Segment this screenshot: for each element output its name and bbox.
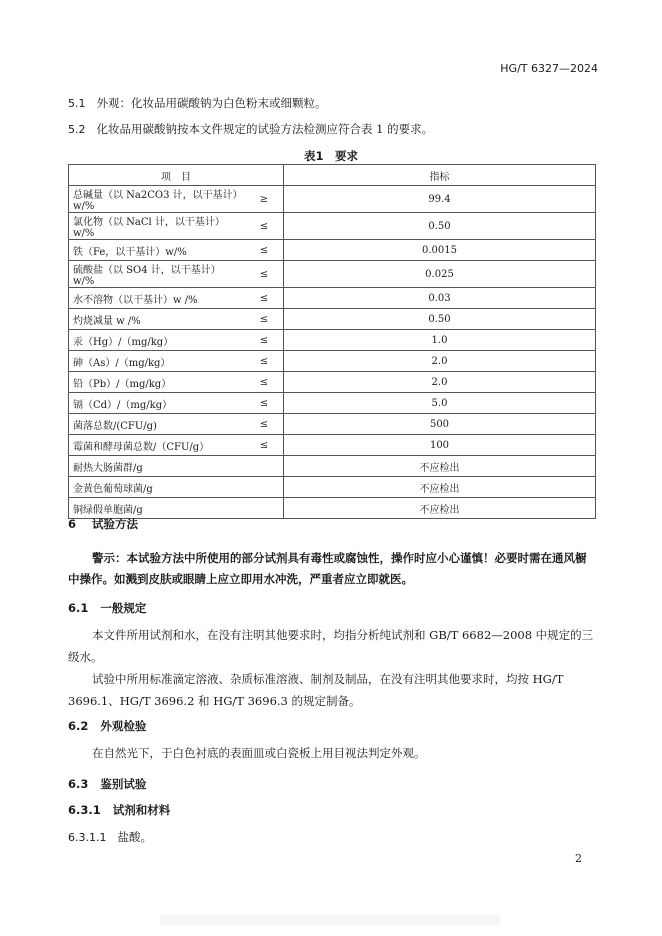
table-row [69,261,596,288]
row-operator: ≤ [245,372,284,393]
clause-5-1 [68,96,326,111]
table-caption: 表1 要求 [303,149,358,163]
table-row [69,288,596,309]
section-title: 外观检验 [100,719,147,733]
table-row [69,435,596,456]
section-6-3-heading [68,776,146,792]
clause-6-3-1-1 [68,830,152,845]
clause-number: 5.2 [68,123,86,136]
row-item: 金黄色葡萄球菌/g [69,477,246,498]
row-operator [245,477,284,498]
section-number: 6.2 [68,719,89,733]
row-value: 500 [284,414,596,435]
section-number: 6.1 [68,601,89,615]
paragraph-reagents: 本文件所用试剂和水，在没有注明其他要求时，均指分析纯试剂和 GB/T 6682—2008 中规定的三级水。 [68,628,594,664]
row-item: 耐热大肠菌群/g [69,456,246,477]
section-title: 试验方法 [92,517,139,531]
row-operator: ≤ [245,213,284,240]
row-operator: ≥ [245,186,284,213]
row-value: 5.0 [284,393,596,414]
header-item: 项 目 [69,165,284,186]
footer-watermark-strip [160,915,500,925]
section-number: 6 [68,517,77,531]
row-operator [245,456,284,477]
row-value: 2.0 [284,372,596,393]
table-header-row [69,165,596,186]
clause-number: 6.3.1.1 [68,831,107,844]
row-operator: ≤ [245,393,284,414]
row-value: 2.0 [284,351,596,372]
standard-number: HG/T 6327—2024 [500,62,598,75]
row-operator: ≤ [245,330,284,351]
page-number: 2 [575,852,582,865]
row-value: 1.0 [284,330,596,351]
row-value: 0.03 [284,288,596,309]
safety-warning: 警示：本试验方法中所使用的部分试剂具有毒性或腐蚀性，操作时应小心谨慎！必要时需在通风橱中操作。如溅到皮肤或眼睛上应立即用水冲洗，严重者应立即就医。 [68,551,587,586]
section-number: 6.3 [68,777,89,791]
row-value: 不应检出 [284,456,596,477]
row-value: 0.50 [284,309,596,330]
row-item: 砷（As）/（mg/kg） [69,351,246,372]
table-row [69,393,596,414]
row-item: 菌落总数/(CFU/g) [69,414,246,435]
table-row [69,477,596,498]
row-value: 100 [284,435,596,456]
table-row [69,186,596,213]
table-row [69,213,596,240]
paragraph-appearance: 在自然光下，于白色衬底的表面皿或白瓷板上用目视法判定外观。 [92,746,426,760]
clause-text: 外观：化妆品用碳酸钠为白色粉末或细颗粒。 [96,96,327,110]
header-index: 指标 [284,165,596,186]
table-row [69,351,596,372]
row-operator: ≤ [245,435,284,456]
section-title: 一般规定 [100,601,147,615]
section-6-1-heading [68,600,146,616]
row-value: 0.025 [284,261,596,288]
row-item: 总碱量（以 Na2CO3 计，以干基计）w/% [69,186,246,213]
row-operator: ≤ [245,414,284,435]
table-row [69,456,596,477]
table-row [69,309,596,330]
row-item: 铜绿假单胞菌/g [69,498,246,519]
requirements-table [68,164,596,519]
table-row [69,498,596,519]
row-operator [245,498,284,519]
section-title: 试剂和材料 [112,803,171,817]
section-6-3-1-heading [68,802,170,818]
row-operator: ≤ [245,351,284,372]
table-row [69,240,596,261]
table-row [69,330,596,351]
clause-number: 5.1 [68,97,86,110]
paragraph-solutions: 试验中所用标准滴定溶液、杂质标准溶液、制剂及制品，在没有注明其他要求时，均按 HG/T 3696.1、HG/T 3696.2 和 HG/T 3696.3 的规定制备。 [68,672,564,708]
row-value: 不应检出 [284,477,596,498]
row-item: 灼烧减量 w /% [69,309,246,330]
row-operator: ≤ [245,309,284,330]
row-item: 汞（Hg）/（mg/kg） [69,330,246,351]
row-operator: ≤ [245,240,284,261]
clause-text: 化妆品用碳酸钠按本文件规定的试验方法检测应符合表 1 的要求。 [96,122,434,136]
row-item: 铁（Fe，以干基计）w/% [69,240,246,261]
row-item: 水不溶物（以干基计）w /% [69,288,246,309]
row-operator: ≤ [245,288,284,309]
row-item: 铅（Pb）/（mg/kg） [69,372,246,393]
row-item: 镉（Cd）/（mg/kg） [69,393,246,414]
row-operator: ≤ [245,261,284,288]
table-row [69,414,596,435]
section-number: 6.3.1 [68,803,101,817]
row-value: 不应检出 [284,498,596,519]
row-item: 霉菌和酵母菌总数/（CFU/g） [69,435,246,456]
section-title: 鉴别试验 [100,777,147,791]
row-value: 0.0015 [284,240,596,261]
row-value: 99.4 [284,186,596,213]
section-6-2-heading [68,718,146,734]
table-row [69,372,596,393]
row-value: 0.50 [284,213,596,240]
row-item: 氯化物（以 NaCl 计，以干基计）w/% [69,213,246,240]
clause-5-2 [68,122,433,137]
clause-text: 盐酸。 [117,830,152,844]
section-6-heading [68,516,138,532]
row-item: 硫酸盐（以 SO4 计，以干基计）w/% [69,261,246,288]
